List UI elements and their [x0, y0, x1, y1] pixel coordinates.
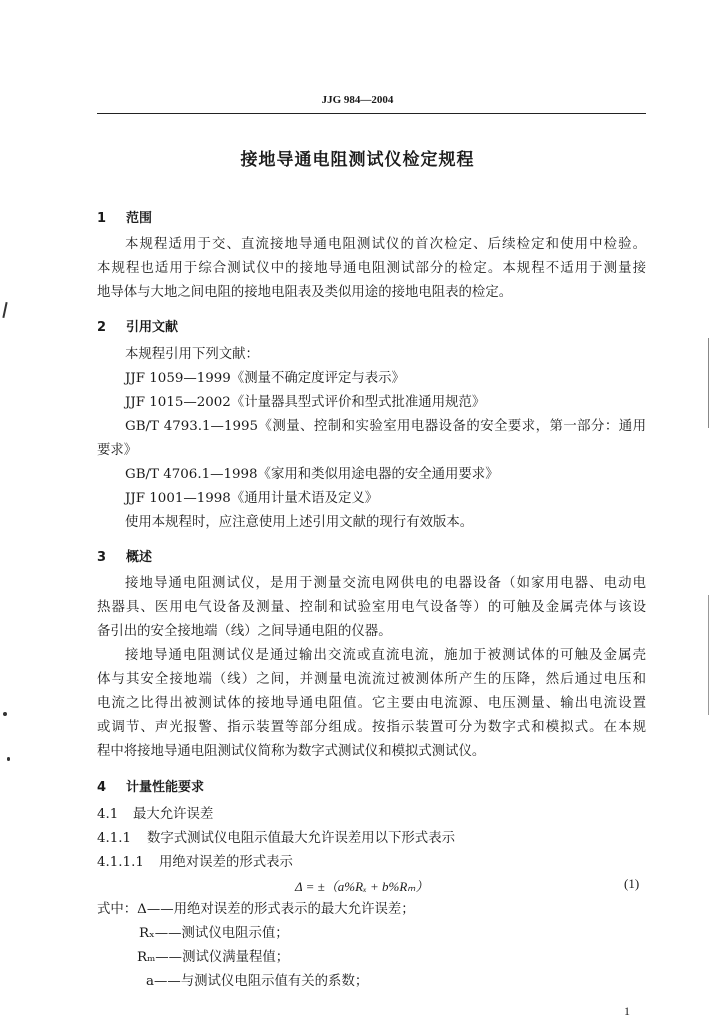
reference-item: JJF 1015—2002《计量器具型式评价和型式批准通用规范》 [125, 395, 486, 410]
equation-number: (1) [624, 876, 640, 891]
paragraph-line: 本规程也适用于综合测试仪中的接地导通电阻测试部分的检定。本规程不适用于测量接 [97, 261, 646, 276]
paragraph-line: 备引出的安全接地端（线）之间导通电阻的仪器。 [97, 624, 392, 639]
paragraph-line: 地导体与大地之间电阻的接地电阻表及类似用途的接地电阻表的检定。 [97, 285, 513, 300]
reference-item-continuation: 要求》 [97, 443, 138, 458]
scan-artifact [708, 595, 709, 715]
section-2-heading [97, 316, 178, 335]
scan-artifact [708, 338, 709, 428]
subsection-4-1-1 [97, 827, 455, 851]
reference-item: GB/T 4706.1—1998《家用和类似用途电器的安全通用要求》 [125, 467, 499, 482]
subsection-title: 数字式测试仪电阻示值最大允许误差用以下形式表示 [147, 831, 455, 846]
reference-item: GB/T 4793.1—1995《测量、控制和实验室用电器设备的安全要求，第一部分：通用 [125, 419, 646, 434]
subsection-number: 4.1 [97, 807, 119, 822]
header-rule [97, 113, 646, 114]
section-title: 计量性能要求 [126, 780, 205, 795]
section-number: 2 [97, 320, 107, 335]
subsection-4-1 [97, 803, 213, 827]
paragraph-line: 或调节、声光报警、指示装置等部分组成。按指示装置可分为数字式和模拟式。在本规 [97, 720, 646, 735]
scan-artifact [3, 712, 7, 716]
paragraph-line: 热器具、医用电气设备及测量、控制和试验室用电气设备等）的可触及金属壳体与该设 [97, 600, 646, 615]
paragraph-line: 使用本规程时，应注意使用上述引用文献的现行有效版本。 [125, 515, 474, 530]
scan-artifact [2, 302, 7, 318]
formula-definition: 式中：Δ——用绝对误差的形式表示的最大允许误差； [97, 902, 415, 917]
page-title: 接地导通电阻测试仪检定规程 [240, 150, 475, 170]
section-1-heading [97, 207, 152, 226]
formula: Δ = ±（a%Rₓ + b%Rₘ） [295, 879, 429, 894]
section-number: 1 [97, 211, 107, 226]
paragraph-line: 电流之比得出被测试体的接地导通电阻值。它主要由电流源、电压测量、输出电流设置 [97, 696, 646, 711]
formula-definition: Rₘ——测试仪满量程值； [137, 950, 290, 965]
section-3-heading [97, 546, 152, 565]
paragraph-line: 接地导通电阻测试仪是通过输出交流或直流电流，施加于被测试体的可触及金属壳 [125, 648, 646, 663]
reference-item: JJF 1001—1998《通用计量术语及定义》 [125, 491, 379, 506]
scan-artifact [7, 757, 10, 761]
subsection-title: 最大允许误差 [133, 807, 214, 822]
reference-item: JJF 1059—1999《测量不确定度评定与表示》 [125, 371, 405, 386]
subsection-number: 4.1.1 [97, 831, 132, 846]
subsection-number: 4.1.1.1 [97, 855, 144, 870]
paragraph-line: 程中将接地导通电阻测试仪简称为数字式测试仪和模拟式测试仪。 [97, 744, 486, 759]
section-number: 3 [97, 550, 107, 565]
formula-definition: a——与测试仪电阻示值有关的系数； [146, 974, 369, 989]
section-title: 概述 [126, 550, 153, 565]
subsection-4-1-1-1 [97, 851, 293, 875]
page-number: 1 [624, 1004, 630, 1018]
section-title: 范围 [126, 211, 153, 226]
paragraph-line: 本规程引用下列文献： [125, 347, 259, 362]
paragraph-line: 体与其安全接地端（线）之间，并测量电流流过被测体所产生的压降，然后通过电压和 [97, 672, 646, 687]
section-number: 4 [97, 780, 107, 795]
section-4-heading [97, 776, 204, 795]
section-title: 引用文献 [126, 320, 179, 335]
standard-code: JJG 984—2004 [321, 94, 394, 106]
subsection-title: 用绝对误差的形式表示 [159, 855, 293, 870]
formula-definition: Rₓ——测试仪电阻示值； [139, 926, 289, 941]
paragraph-line: 接地导通电阻测试仪，是用于测量交流电网供电的电器设备（如家用电器、电动电 [125, 576, 646, 591]
paragraph-line: 本规程适用于交、直流接地导通电阻测试仪的首次检定、后续检定和使用中检验。 [125, 237, 646, 252]
